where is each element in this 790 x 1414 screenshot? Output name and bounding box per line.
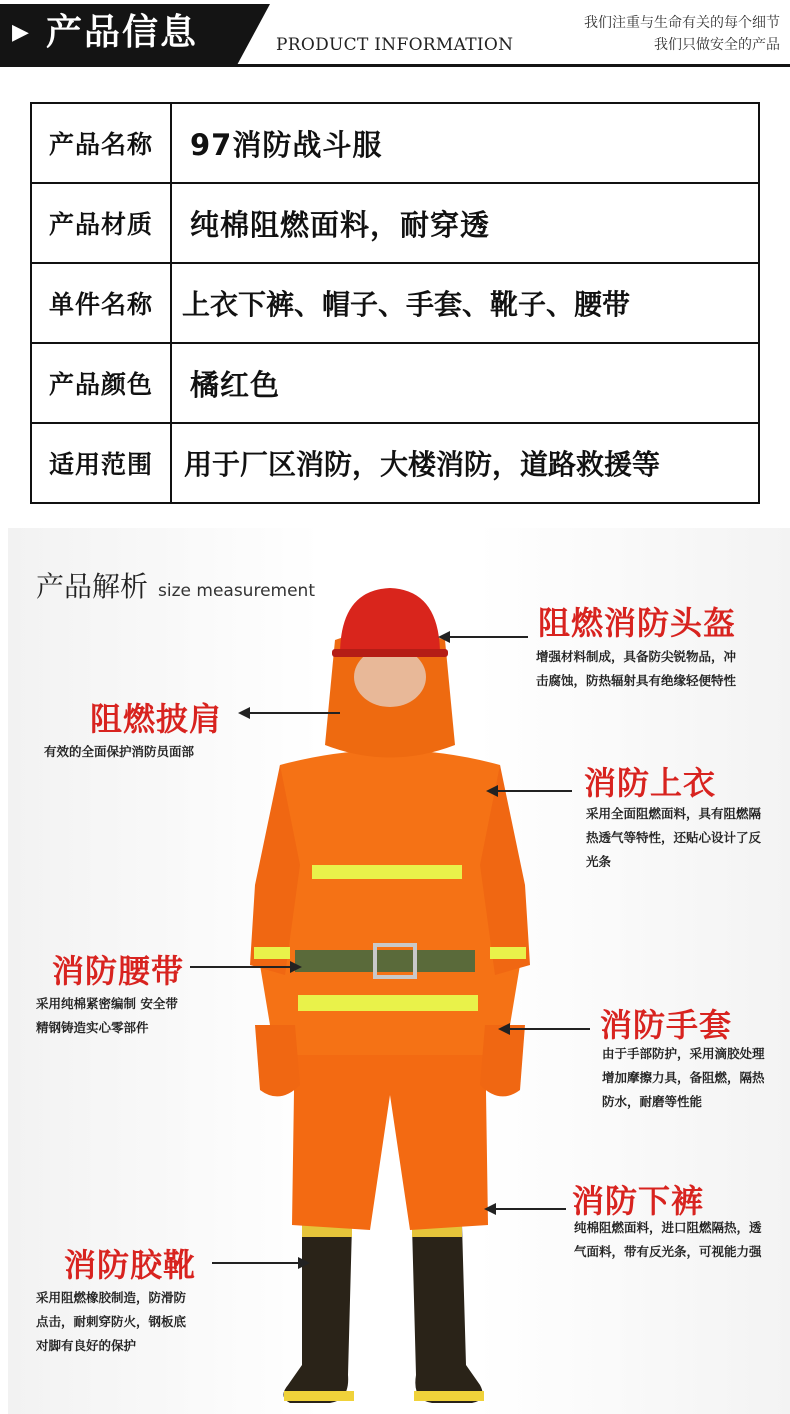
table-row	[31, 103, 759, 183]
table-row	[31, 183, 759, 263]
row-key: 产品名称	[31, 103, 171, 183]
desc-jacket: 采用全面阻燃面料，具有阻燃隔 热透气等特性，还贴心设计了反 光条	[586, 806, 762, 869]
row-value: 97消防战斗服	[171, 103, 759, 183]
row-key: 适用范围	[31, 423, 171, 503]
play-arrow-icon: ▶	[12, 20, 29, 45]
label-helmet: 阻燃消防头盔	[538, 604, 737, 642]
desc-cape: 有效的全面保护消防员面部	[44, 744, 195, 759]
arrow-gloves	[500, 1028, 590, 1030]
arrow-cape	[240, 712, 340, 714]
glove-icon	[480, 1025, 525, 1096]
belt-icon	[295, 950, 475, 972]
arrow-pants	[486, 1208, 566, 1210]
slogan-line-1: 我们注重与生命有关的每个细节	[584, 15, 780, 31]
row-value: 纯棉阻燃面料，耐穿透	[171, 183, 759, 263]
pants-icon	[292, 1025, 488, 1230]
row-key: 产品颜色	[31, 343, 171, 423]
desc-boots: 采用阻燃橡胶制造，防滑防 点击，耐刺穿防火，钢板底 对脚有良好的保护	[36, 1290, 187, 1353]
arrow-boots	[212, 1262, 308, 1264]
label-jacket: 消防上衣	[584, 764, 717, 802]
slogan	[584, 12, 780, 56]
header-banner	[0, 0, 790, 68]
row-value: 橘红色	[171, 343, 759, 423]
section-title: 产品信息	[46, 11, 199, 53]
desc-belt: 采用纯棉紧密编制 安全带 精钢铸造实心零部件	[36, 996, 178, 1035]
desc-gloves: 由于手部防护，采用滴胶处理 增加摩擦力具，备阻燃，隔热 防水，耐磨等性能	[602, 1046, 765, 1109]
arrow-jacket	[488, 790, 572, 792]
label-boots: 消防胶靴	[64, 1246, 197, 1284]
label-belt: 消防腰带	[52, 952, 185, 990]
desc-pants: 纯棉阻燃面料，进口阻燃隔热，透 气面料，带有反光条，可视能力强	[574, 1220, 762, 1259]
firefighter-suit-image	[240, 585, 540, 1410]
row-key: 单件名称	[31, 263, 171, 343]
section-subtitle: PRODUCT INFORMATION	[276, 35, 514, 55]
slogan-line-2: 我们只做安全的产品	[654, 37, 780, 53]
table-row	[31, 263, 759, 343]
row-key: 产品材质	[31, 183, 171, 263]
row-value: 用于厂区消防，大楼消防，道路救援等	[171, 423, 759, 503]
arrow-belt	[190, 966, 300, 968]
label-pants: 消防下裤	[572, 1182, 705, 1220]
desc-helmet: 增强材料制成，具备防尖锐物品，冲 击腐蚀，防热辐射具有绝缘轻便特性	[536, 649, 737, 688]
analysis-title-cn: 产品解析	[36, 570, 149, 603]
table-row	[31, 423, 759, 503]
table-row	[31, 343, 759, 423]
boots-icon	[283, 1225, 484, 1403]
label-cape: 阻燃披肩	[90, 700, 223, 738]
helmet-icon	[340, 588, 440, 655]
glove-icon	[255, 1025, 300, 1096]
product-info-table	[30, 102, 760, 504]
label-gloves: 消防手套	[600, 1006, 733, 1044]
row-value: 上衣下裤、帽子、手套、靴子、腰带	[171, 263, 759, 343]
divider	[0, 64, 790, 67]
analysis-title-en: size measurement	[158, 581, 315, 601]
arrow-helmet	[440, 636, 528, 638]
